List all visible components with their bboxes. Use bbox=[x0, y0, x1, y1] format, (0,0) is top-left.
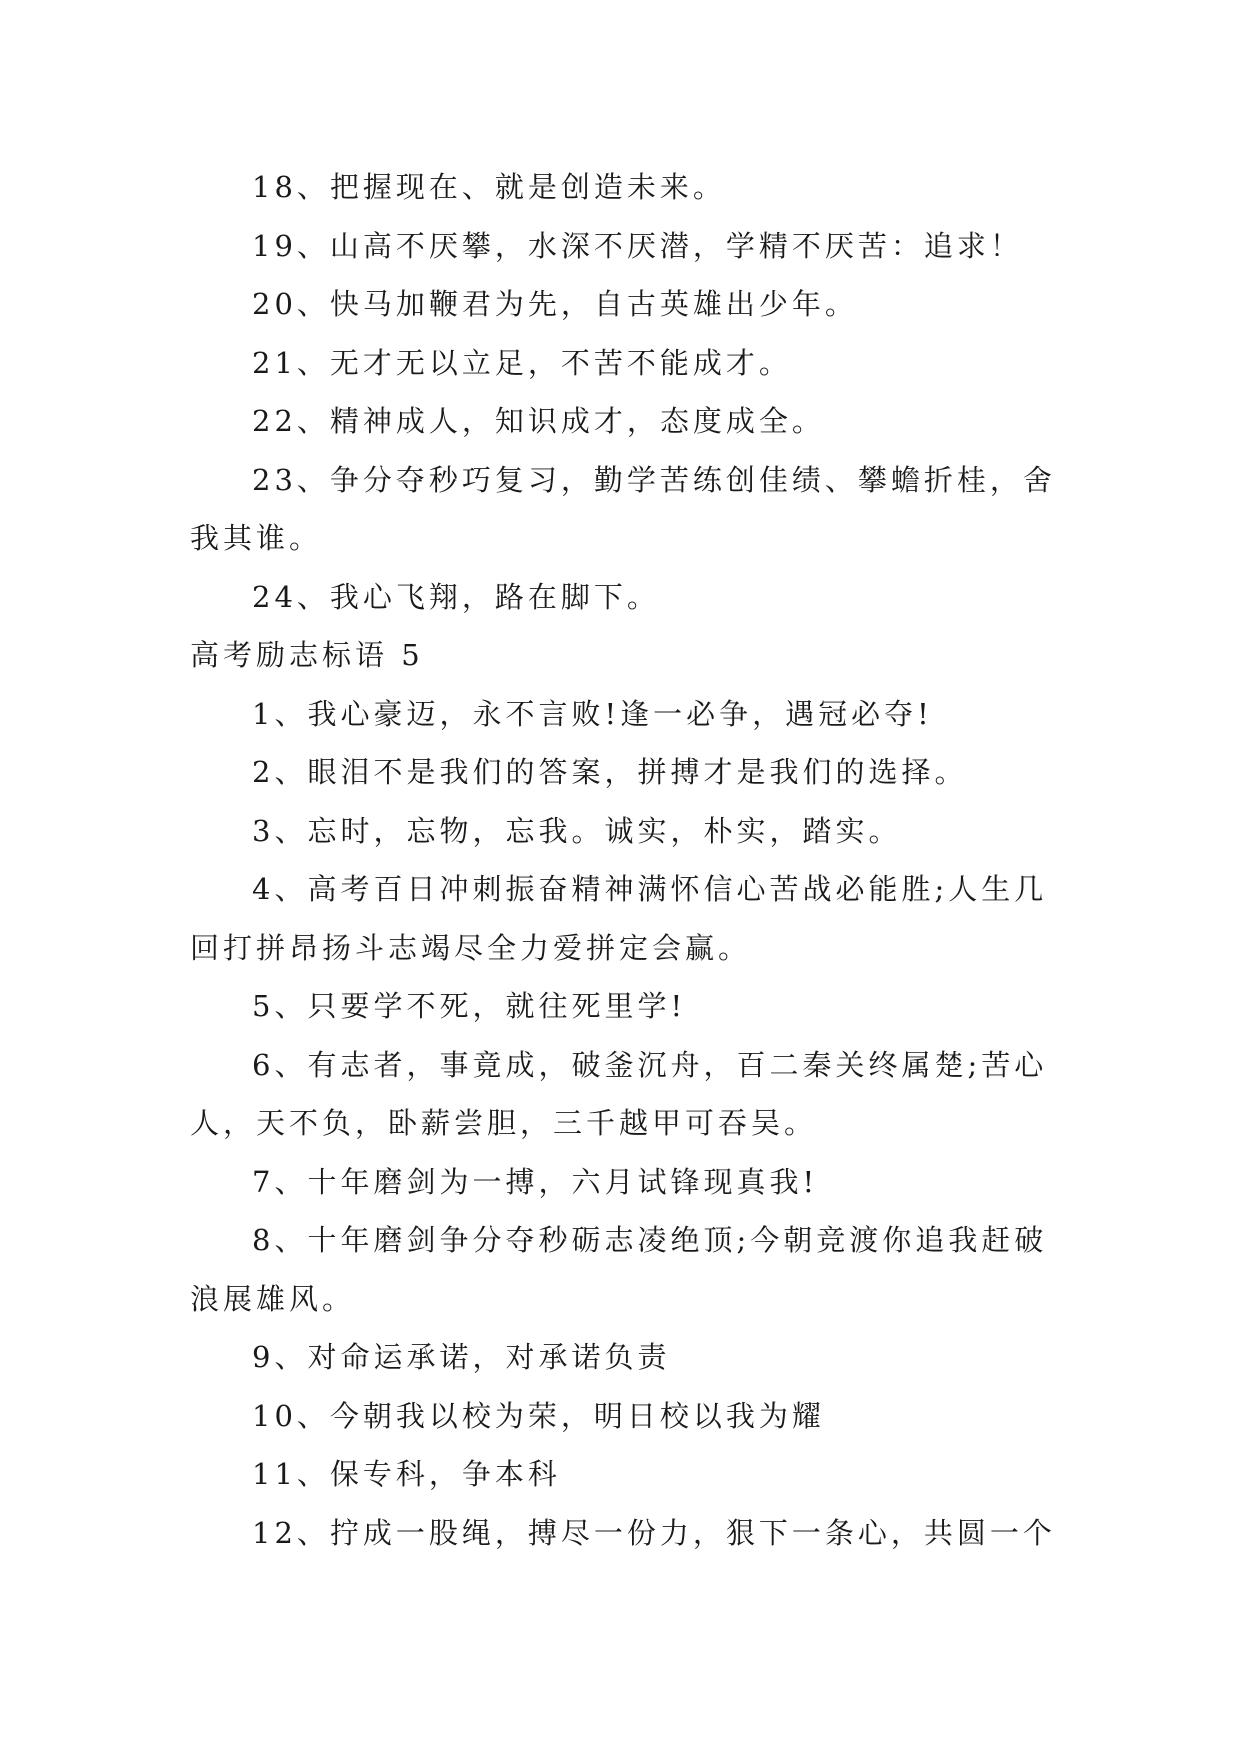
list-item: 20、快马加鞭君为先，自古英雄出少年。 bbox=[252, 287, 858, 321]
list-item: 8、十年磨剑争分夺秒砺志凌绝顶;今朝竞渡你追我赶破 bbox=[252, 1223, 1048, 1257]
list-item: 7、十年磨剑为一搏，六月试锋现真我! bbox=[252, 1164, 819, 1199]
document-body bbox=[190, 158, 1060, 1562]
list-item: 5、只要学不死，就往死里学! bbox=[252, 989, 687, 1023]
list-item: 24、我心飞翔，路在脚下。 bbox=[252, 579, 660, 614]
list-item: 3、忘时，忘物，忘我。诚实，朴实，踏实。 bbox=[252, 813, 902, 848]
list-item: 21、无才无以立足，不苦不能成才。 bbox=[252, 345, 792, 380]
section-heading: 高考励志标语 5 bbox=[190, 638, 424, 672]
list-item: 2、眼泪不是我们的答案，拼搏才是我们的选择。 bbox=[252, 755, 968, 789]
list-item: 19、山高不厌攀，水深不厌潜，学精不厌苦：追求！ bbox=[252, 228, 1023, 263]
list-item: 1、我心豪迈，永不言败!逢一必争，遇冠必夺! bbox=[252, 696, 933, 731]
list-item-continuation: 浪展雄风。 bbox=[190, 1281, 356, 1316]
list-item-continuation: 我其谁。 bbox=[190, 521, 323, 555]
list-item: 23、争分夺秒巧复习，勤学苦练创佳绩、攀蟾折桂，舍 bbox=[252, 462, 1056, 497]
list-item: 22、精神成人，知识成才，态度成全。 bbox=[252, 404, 825, 438]
list-item-continuation: 回打拼昂扬斗志竭尽全力爱拼定会赢。 bbox=[190, 930, 752, 965]
list-item: 4、高考百日冲刺振奋精神满怀信心苦战必能胜;人生几 bbox=[252, 872, 1048, 906]
list-item-continuation: 人，天不负，卧薪尝胆，三千越甲可吞吴。 bbox=[190, 1106, 818, 1140]
list-item: 18、把握现在、就是创造未来。 bbox=[252, 170, 726, 204]
list-item: 11、保专科，争本科 bbox=[252, 1457, 561, 1491]
list-item: 10、今朝我以校为荣，明日校以我为耀 bbox=[252, 1398, 825, 1433]
list-item: 12、拧成一股绳，搏尽一份力，狠下一条心，共圆一个 bbox=[252, 1515, 1056, 1550]
list-item: 6、有志者，事竟成，破釜沉舟，百二秦关终属楚;苦心 bbox=[252, 1047, 1048, 1082]
list-item: 9、对命运承诺，对承诺负责 bbox=[252, 1340, 671, 1374]
